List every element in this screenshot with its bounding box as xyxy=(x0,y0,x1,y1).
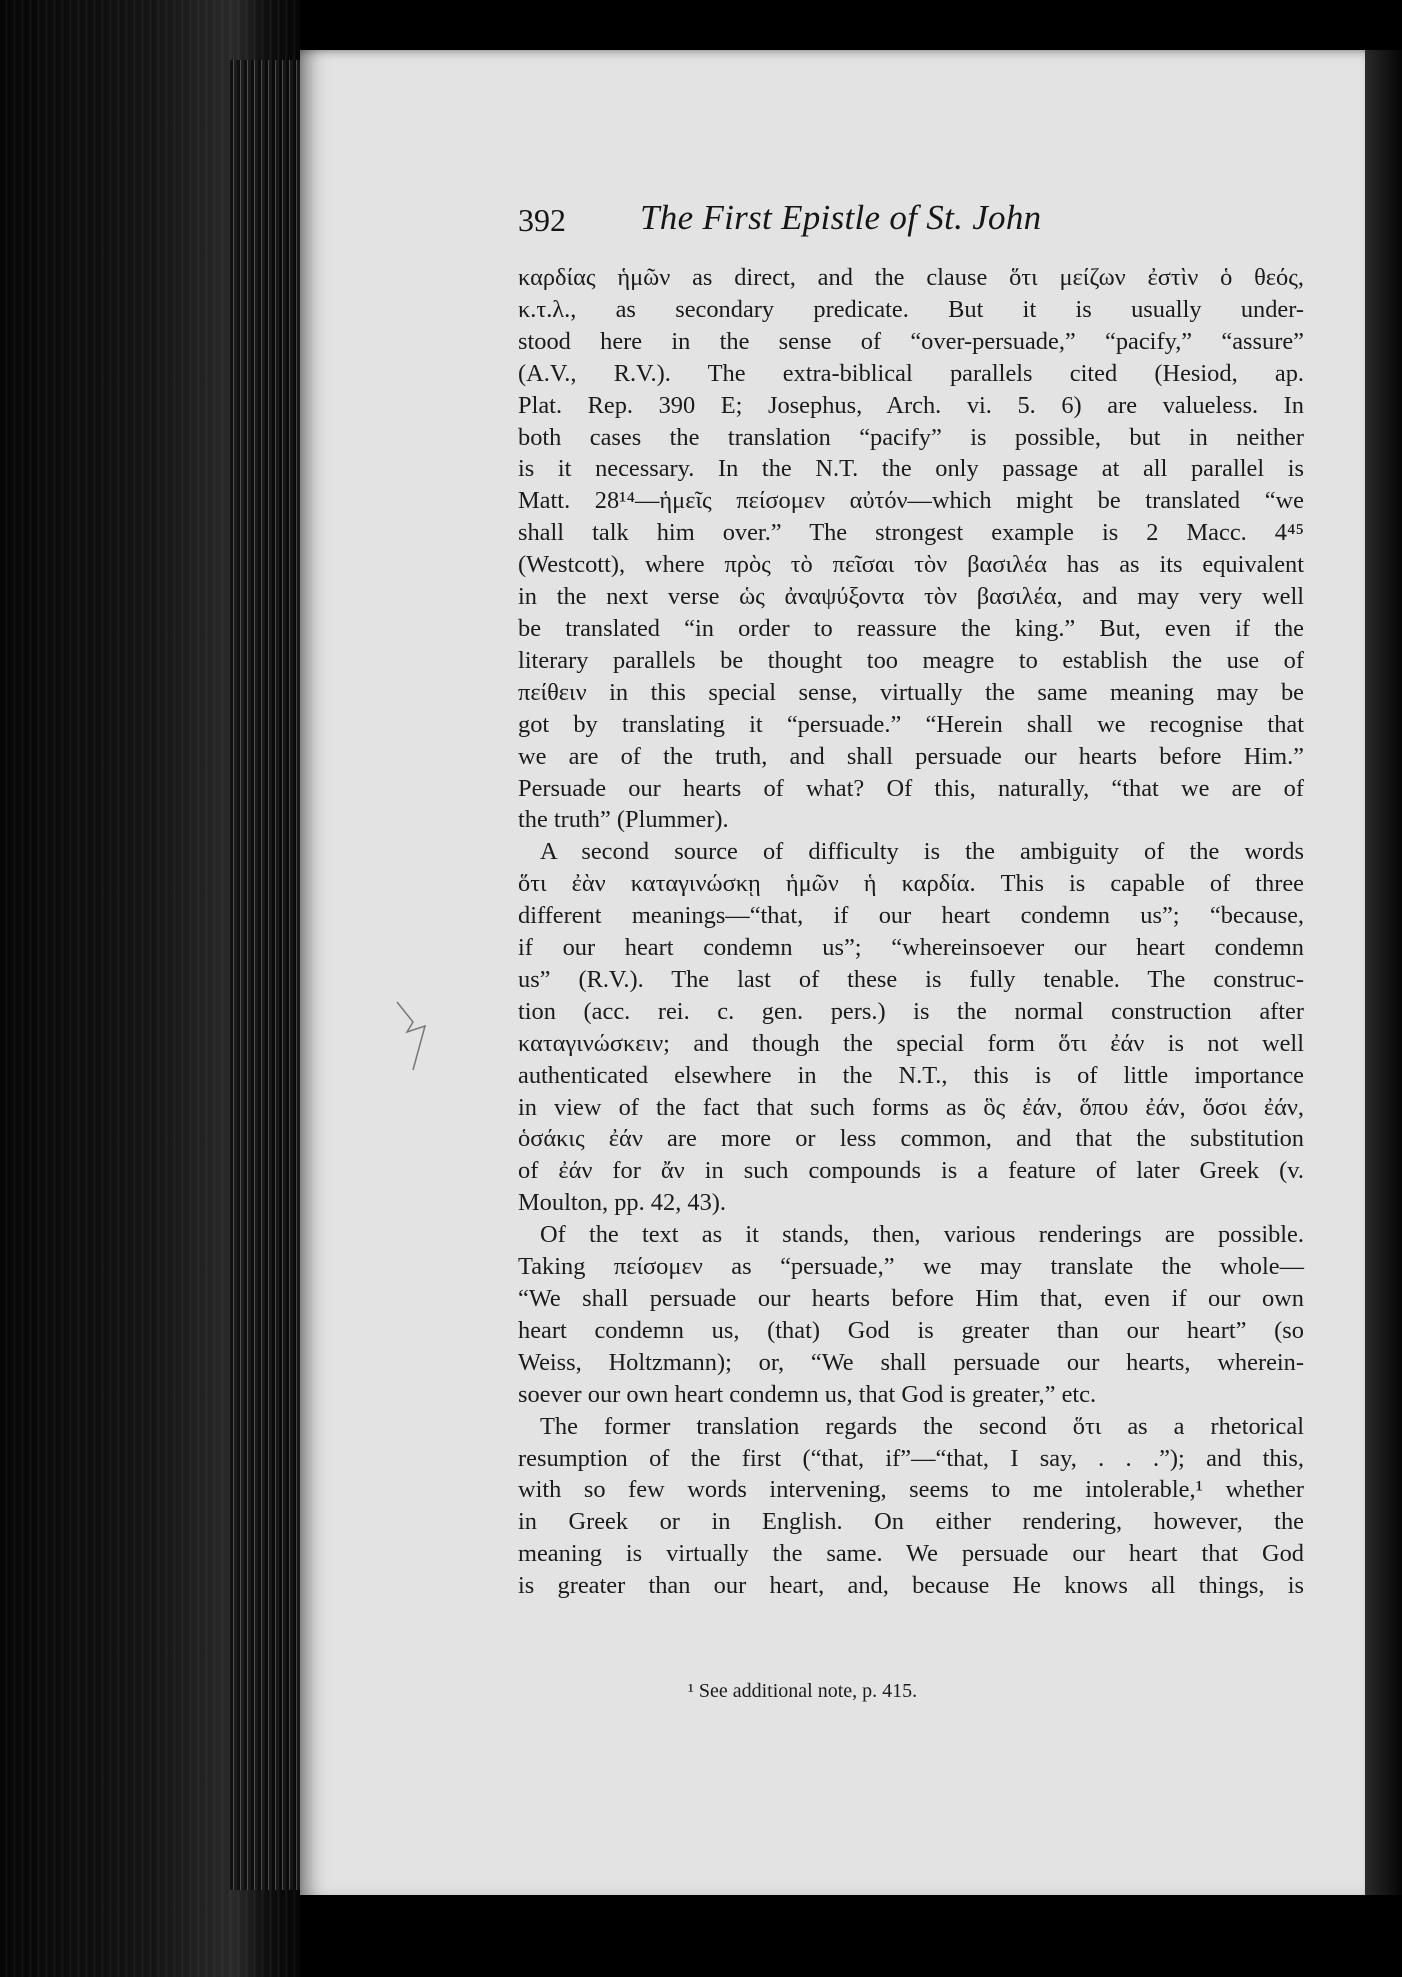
text-line: κ.τ.λ., as secondary predicate. But it is usually under- xyxy=(518,295,1304,323)
text-line: stood here in the sense of “over-persuade,” “pacify,” “assure” xyxy=(518,327,1304,355)
text-line: soever our own heart condemn us, that God is greater,” etc. xyxy=(518,1380,1097,1408)
text-line: Of the text as it stands, then, various renderings are possible. xyxy=(540,1221,1304,1249)
text-line: if our heart condemn us”; “whereinsoever our heart condemn xyxy=(518,934,1304,962)
paragraph xyxy=(518,1219,1304,1410)
text-line: shall talk him over.” The strongest example is 2 Macc. 4⁴⁵ xyxy=(518,519,1304,547)
text-line: Weiss, Holtzmann); or, “We shall persuade our hearts, wherein- xyxy=(518,1348,1304,1376)
page-number: 392 xyxy=(518,202,566,238)
paragraph xyxy=(518,1411,1304,1602)
text-line: A second source of difficulty is the ambiguity of the words xyxy=(540,838,1304,866)
text-line: (Westcott), where πρὸς τὸ πεῖσαι τὸν βασιλέα has as its equivalent xyxy=(518,551,1304,579)
text-line: us” (R.V.). The last of these is fully tenable. The construc- xyxy=(518,965,1304,993)
text-line: The former translation regards the second ὅτι as a rhetorical xyxy=(540,1412,1304,1440)
text-line: with so few words intervening, seems to me intolerable,¹ whether xyxy=(518,1476,1304,1504)
page-header xyxy=(518,198,1278,248)
text-line: Moulton, pp. 42, 43). xyxy=(518,1189,726,1217)
text-line: heart condemn us, (that) God is greater than our heart” (so xyxy=(518,1316,1304,1344)
text-line: is it necessary. In the N.T. the only passage at all parallel is xyxy=(518,455,1304,483)
text-line: in Greek or in English. On either rendering, however, the xyxy=(518,1508,1304,1536)
text-line: is greater than our heart, and, because He knows all things, is xyxy=(518,1572,1304,1600)
text-line: Persuade our hearts of what? Of this, naturally, “that we are of xyxy=(518,774,1304,802)
text-line: tion (acc. rei. c. gen. pers.) is the normal construction after xyxy=(518,997,1304,1025)
book-page xyxy=(300,50,1365,1895)
text-line: the truth” (Plummer). xyxy=(518,806,729,834)
paragraph xyxy=(518,836,1304,1219)
book-page-edges xyxy=(230,60,300,1890)
body-text xyxy=(518,262,1304,1602)
text-line: of ἐάν for ἄν in such compounds is a feature of later Greek (v. xyxy=(518,1157,1304,1185)
text-line: καταγινώσκειν; and though the special form ὅτι ἐάν is not well xyxy=(518,1029,1304,1057)
text-line: in the next verse ὡς ἀναψύξοντα τὸν βασιλέα, and may very well xyxy=(518,583,1304,611)
footnote-text: ¹ See additional note, p. 415. xyxy=(687,1680,918,1702)
text-line: in view of the fact that such forms as ὃς ἐάν, ὅπου ἐάν, ὅσοι ἐάν, xyxy=(518,1093,1304,1121)
text-line: resumption of the first (“that, if”—“that, I say, . . .”); and this, xyxy=(518,1444,1304,1472)
text-line: Plat. Rep. 390 E; Josephus, Arch. vi. 5. 6) are valueless. In xyxy=(518,391,1304,419)
text-line: καρδίας ἡμῶν as direct, and the clause ὅτι μείζων ἐστὶν ὁ θεός, xyxy=(518,264,1304,291)
text-line: “We shall persuade our hearts before Him that, even if our own xyxy=(518,1285,1304,1312)
text-line: πείθειν in this special sense, virtually the same meaning may be xyxy=(518,678,1304,706)
text-line: ὁσάκις ἐάν are more or less common, and that the substitution xyxy=(518,1125,1304,1153)
text-line: meaning is virtually the same. We persuade our heart that God xyxy=(518,1540,1304,1568)
text-line: Matt. 28¹⁴—ἡμεῖς πείσομεν αὐτόν—which might be translated “we xyxy=(518,487,1304,515)
footnote xyxy=(300,1680,1365,1703)
margin-mark xyxy=(395,1000,435,1080)
text-line: authenticated elsewhere in the N.T., this is of little importance xyxy=(518,1061,1304,1089)
text-line: Taking πείσομεν as “persuade,” we may translate the whole— xyxy=(518,1253,1304,1281)
text-line: be translated “in order to reassure the king.” But, even if the xyxy=(518,614,1304,642)
text-line: both cases the translation “pacify” is possible, but in neither xyxy=(518,423,1304,451)
text-line: different meanings—“that, if our heart condemn us”; “because, xyxy=(518,902,1304,930)
text-line: literary parallels be thought too meagre to establish the use of xyxy=(518,646,1304,674)
text-line: we are of the truth, and shall persuade our hearts before Him.” xyxy=(518,742,1304,770)
page-right-shadow xyxy=(1365,50,1402,1895)
text-line: got by translating it “persuade.” “Herein shall we recognise that xyxy=(518,710,1304,738)
running-title: The First Epistle of St. John xyxy=(640,198,1042,237)
text-line: ὅτι ἐὰν καταγινώσκῃ ἡμῶν ἡ καρδία. This is capable of three xyxy=(518,870,1304,898)
text-line: (A.V., R.V.). The extra-biblical parallels cited (Hesiod, ap. xyxy=(518,359,1304,387)
paragraph xyxy=(518,262,1304,836)
